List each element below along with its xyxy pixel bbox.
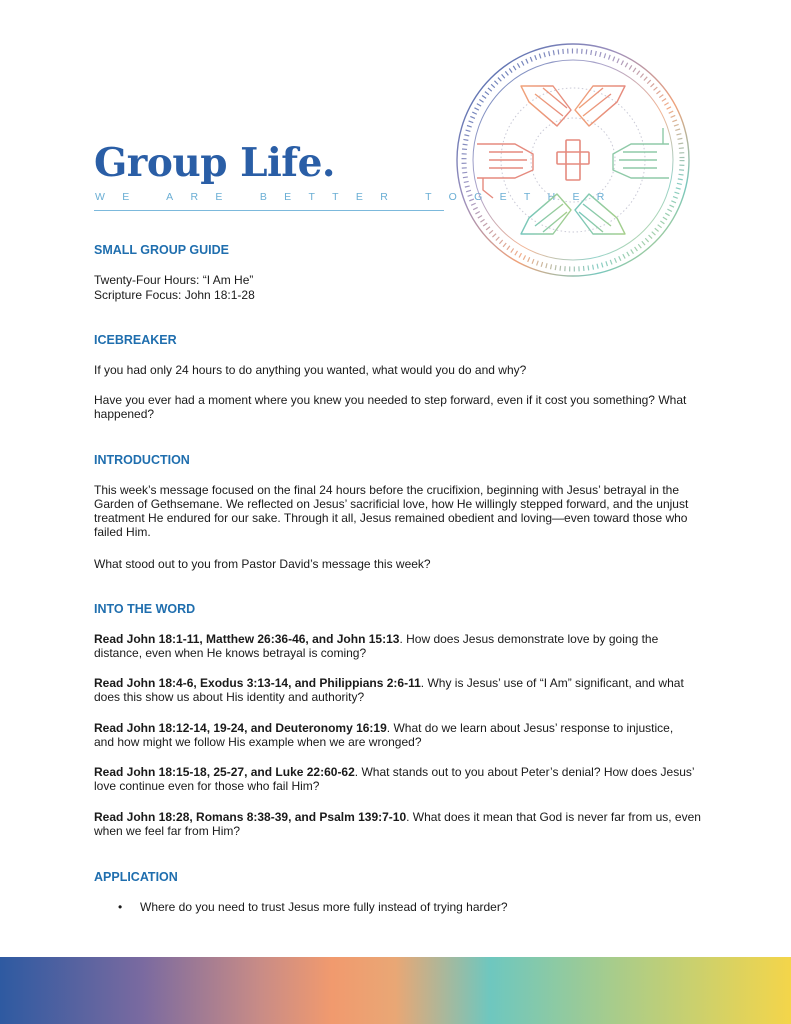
introduction-heading: INTRODUCTION	[94, 453, 190, 467]
hands-around-cross-emblem-icon	[453, 36, 693, 286]
word-question-2: Read John 18:4-6, Exodus 3:13-14, and Philippians 2:6-11. Why is Jesus’ use of “I Am” significant, and what does this show us about His identity and authority?	[94, 676, 684, 704]
introduction-question: What stood out to you from Pastor David’s message this week?	[94, 557, 431, 571]
footer-gradient-bar	[0, 957, 791, 1024]
icebreaker-question-2: Have you ever had a moment where you knew you needed to step forward, even if it cost you something? What happened?	[94, 393, 687, 421]
word-question-5: Read John 18:28, Romans 8:38-39, and Psalm 139:7-10. What does it mean that God is never far from us, even when we feel far from Him?	[94, 810, 701, 838]
small-group-guide-heading: SMALL GROUP GUIDE	[94, 243, 229, 257]
word-question-1: Read John 18:1-11, Matthew 26:36-46, and John 15:13. How does Jesus demonstrate love by going the distance, even when He knows betrayal is coming?	[94, 632, 659, 660]
icebreaker-question-1: If you had only 24 hours to do anything you wanted, what would you do and why?	[94, 363, 527, 377]
scripture-focus: Scripture Focus: John 18:1-28	[94, 288, 255, 302]
tagline-underline	[94, 210, 444, 211]
group-life-title: Group Life.	[94, 140, 335, 186]
icebreaker-heading: ICEBREAKER	[94, 333, 177, 347]
word-question-4: Read John 18:15-18, 25-27, and Luke 22:60-62. What stands out to you about Peter’s denial? How does Jesus’ love continue even for those who fail Him?	[94, 765, 695, 793]
series-title: Twenty-Four Hours: “I Am He”	[94, 273, 254, 287]
introduction-paragraph: This week’s message focused on the final 24 hours before the crucifixion, beginning with Jesus’ betrayal in the Garden of Gethsemane. We reflected on Jesus’ sacrificial love, how He willingly stepped forward, and the unjust treatment He endured for our sake. Through it all, Jesus remained obedient and loving—even toward those who failed Him.	[94, 483, 689, 539]
application-bullet: • Where do you need to trust Jesus more fully instead of trying harder?	[118, 900, 508, 914]
bullet-dot-icon: •	[118, 900, 123, 914]
tagline: WE ARE BETTER TOGETHER	[95, 191, 622, 203]
word-question-3: Read John 18:12-14, 19-24, and Deuteronomy 16:19. What do we learn about Jesus’ response to injustice, and how might we follow His example when we are wronged?	[94, 721, 674, 749]
application-heading: APPLICATION	[94, 870, 178, 884]
into-the-word-heading: INTO THE WORD	[94, 602, 196, 616]
